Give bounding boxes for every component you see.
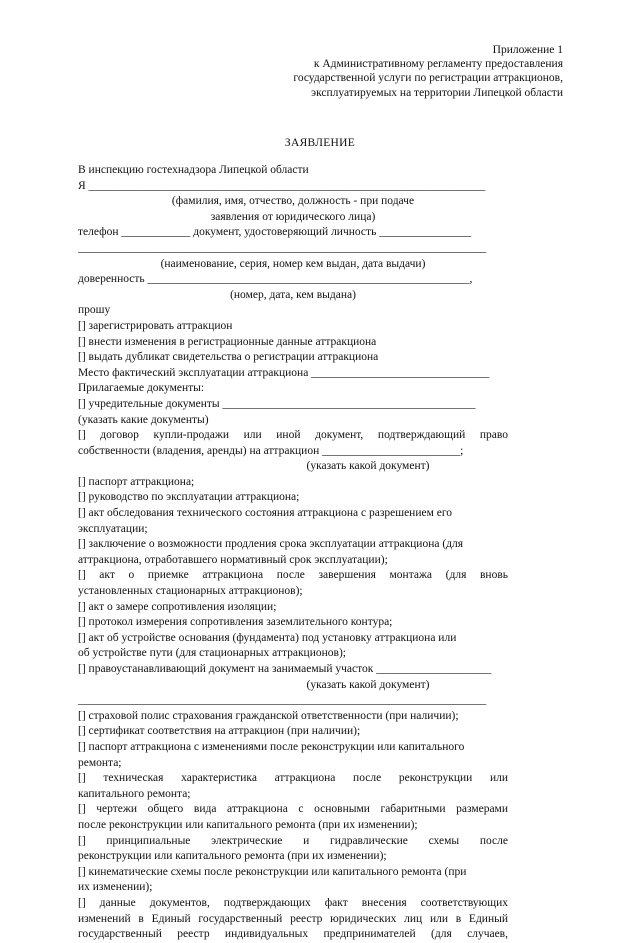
- doc-inspection-act: [] акт обследования технического состояния аттракциона с разрешением его: [78, 507, 453, 520]
- appendix-line-1: Приложение 1: [492, 44, 563, 56]
- doc-extension-cont: аттракциона, отработавшего нормативный срок эксплуатации);: [78, 553, 388, 566]
- document-details-field: _______________________________________________________________________: [78, 241, 487, 254]
- doc-schemes: [] принципиальные электрические и гидравлические схемы после: [78, 834, 508, 847]
- appendix-header: [293, 43, 563, 100]
- doc-manual: [] руководство по эксплуатации аттракциона;: [78, 491, 300, 504]
- blank-line: _______________________________________________________________________: [78, 694, 487, 707]
- doc-ownership: [] договор купли-продажи или иной документ, подтверждающий право: [78, 429, 508, 442]
- appendix-line-2: к Административному регламенту предоставления: [313, 58, 563, 71]
- doc-acceptance-act-cont: установленных стационарных аттракционов);: [78, 585, 303, 598]
- power-of-attorney-field: доверенность ________________________________________________________,: [78, 273, 473, 286]
- doc-tech-spec-cont: капитального ремонта;: [78, 787, 191, 800]
- doc-drawings: [] чертежи общего вида аттракциона с основными габаритными размерами: [78, 803, 508, 816]
- doc-registry-data-cont-2: государственный реестр индивидуальных предпринимателей (для случаев,: [78, 928, 508, 941]
- doc-passport-changes: [] паспорт аттракциона с изменениями после реконструкции или капитального: [78, 740, 465, 753]
- request-label: прошу: [78, 304, 111, 317]
- doc-ownership-cont: собственности (владения, аренды) на аттракцион ________________________;: [78, 444, 464, 457]
- option-duplicate: [] выдать дубликат свидетельства о регистрации аттракциона: [78, 351, 379, 364]
- option-register: [] зарегистрировать аттракцион: [78, 319, 233, 332]
- doc-founding-hint: (указать какие документы): [78, 413, 209, 426]
- doc-land-title-hint: (указать какой документ): [306, 678, 430, 691]
- doc-foundation-act-cont: об устройстве пути (для стационарных аттракционов);: [78, 647, 346, 660]
- appendix-line-3: государственной услуги по регистрации аттракционов,: [293, 72, 563, 85]
- doc-extension: [] заключение о возможности продления срока эксплуатации аттракциона (для: [78, 538, 464, 551]
- phone-document-field: телефон ____________ документ, удостоверяющий личность ________________: [78, 226, 472, 239]
- doc-passport: [] паспорт аттракциона;: [78, 475, 195, 488]
- doc-kinematic-cont: их изменении);: [78, 881, 153, 894]
- doc-schemes-cont: реконструкции или капитального ремонта (при их изменении);: [78, 850, 387, 863]
- doc-acceptance-act: [] акт о приемке аттракциона после завершения монтажа (для вновь: [78, 569, 508, 582]
- doc-ownership-hint: (указать какой документ): [306, 460, 430, 473]
- doc-grounding-protocol: [] протокол измерения сопротивления заземлительного контура;: [78, 616, 393, 629]
- applicant-name-hint-2: заявления от юридического лица): [210, 210, 376, 223]
- doc-kinematic: [] кинематические схемы после реконструкции или капитального ремонта (при: [78, 865, 467, 878]
- doc-founding: [] учредительные документы ____________________________________________: [78, 397, 476, 410]
- doc-tech-spec: [] техническая характеристика аттракциона после реконструкции или: [78, 772, 508, 785]
- doc-registry-data-cont: изменений в Единый государственный реестр юридических лиц или в Единый: [78, 912, 508, 925]
- operation-place-field: Место фактический эксплуатации аттракциона _______________________________: [78, 366, 490, 379]
- doc-foundation-act: [] акт об устройстве основания (фундамента) под установку аттракциона или: [78, 631, 457, 644]
- doc-inspection-act-cont: эксплуатации;: [78, 522, 148, 535]
- document-details-hint: (наименование, серия, номер кем выдан, дата выдачи): [160, 257, 426, 270]
- document-title: ЗАЯВЛЕНИЕ: [284, 137, 356, 149]
- option-modify: [] внести изменения в регистрационные данные аттракциона: [78, 335, 377, 348]
- attached-documents-label: Прилагаемые документы:: [78, 382, 205, 395]
- applicant-name-hint: (фамилия, имя, отчество, должность - при подаче: [171, 195, 415, 208]
- power-of-attorney-hint: (номер, дата, кем выдана): [230, 288, 356, 301]
- doc-drawings-cont: после реконструкции или капитального ремонта (при их изменении);: [78, 818, 418, 831]
- appendix-line-4: эксплуатируемых на территории Липецкой области: [311, 86, 563, 99]
- doc-insurance: [] страховой полис страхования гражданской ответственности (при наличии);: [78, 709, 459, 722]
- doc-land-title: [] правоустанавливающий документ на занимаемый участок ____________________: [78, 663, 492, 675]
- applicant-name-field: Я _____________________________________________________________________: [78, 179, 486, 192]
- addressee-line: В инспекцию гостехнадзора Липецкой области: [78, 164, 309, 176]
- doc-certificate: [] сертификат соответствия на аттракцион (при наличии);: [78, 725, 361, 738]
- application-form-body: [78, 163, 508, 943]
- doc-insulation-act: [] акт о замере сопротивления изоляции;: [78, 600, 277, 613]
- doc-registry-data: [] данные документов, подтверждающих факт внесения соответствующих: [78, 896, 508, 909]
- doc-passport-changes-cont: ремонта;: [78, 756, 122, 769]
